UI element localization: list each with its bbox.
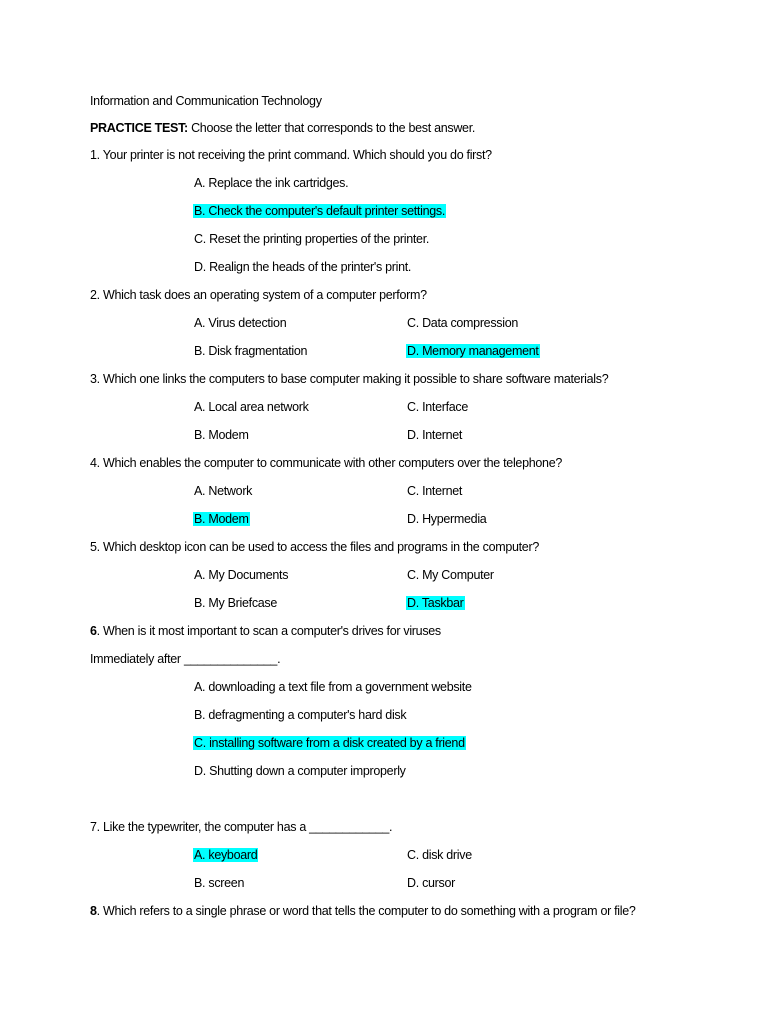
option-text: B. screen (194, 876, 245, 890)
subject-heading: Information and Communication Technology (90, 94, 322, 108)
instructions-text: Choose the letter that corresponds to the best answer. (187, 121, 476, 135)
option-text: A. Virus detection (194, 316, 287, 330)
q4-option-a (194, 483, 252, 499)
q2-option-a (194, 315, 286, 331)
question-6 (90, 623, 441, 639)
q3-option-b (194, 427, 249, 443)
question-number: 8 (90, 904, 97, 918)
option-text: C. disk drive (407, 848, 472, 862)
option-text: C. Data compression (407, 316, 519, 330)
question-5: 5. Which desktop icon can be used to access the files and programs in the computer? (90, 540, 539, 554)
q2-option-b (194, 343, 307, 359)
q4-option-d (407, 511, 486, 527)
answer-highlight: D. Memory management (407, 344, 539, 358)
answer-highlight: B. Modem (194, 512, 249, 526)
option-text: C. My Computer (407, 568, 494, 582)
q1-option-c (194, 231, 429, 247)
q3-option-d (407, 427, 462, 443)
q6-option-b (194, 707, 406, 723)
option-text: B. Modem (194, 428, 249, 442)
q6-option-d (194, 763, 406, 779)
question-2: 2. Which task does an operating system of a computer perform? (90, 288, 427, 302)
q1-option-a (194, 175, 348, 191)
option-text: C. Reset the printing properties of the printer. (194, 232, 430, 246)
answer-highlight: B. Check the computer's default printer settings. (194, 204, 446, 218)
option-text: B. defragmenting a computer's hard disk (194, 708, 407, 722)
question-1: 1. Your printer is not receiving the print command. Which should you do first? (90, 148, 492, 162)
option-text: A. Network (194, 484, 253, 498)
answer-highlight: A. keyboard (194, 848, 258, 862)
option-text: D. cursor (407, 876, 456, 890)
q5-option-a (194, 567, 288, 583)
q5-option-d-answer (407, 595, 465, 611)
q7-option-d (407, 875, 455, 891)
q6-option-c-answer (194, 735, 466, 751)
q1-option-b-answer (194, 203, 446, 219)
option-text: D. Internet (407, 428, 463, 442)
option-text: B. My Briefcase (194, 596, 278, 610)
q7-option-c (407, 847, 472, 863)
option-text: A. downloading a text file from a government website (194, 680, 472, 694)
option-text: C. Internet (407, 484, 463, 498)
q4-option-c (407, 483, 462, 499)
q7-option-a-answer (194, 847, 258, 863)
q4-option-b-answer (194, 511, 250, 527)
q5-option-b (194, 595, 277, 611)
option-text: D. Hypermedia (407, 512, 487, 526)
question-8 (90, 903, 636, 919)
q2-option-d-answer (407, 343, 540, 359)
q1-option-d (194, 259, 411, 275)
question-4: 4. Which enables the computer to communicate with other computers over the telephone? (90, 456, 562, 470)
practice-test-label: PRACTICE TEST: (90, 121, 188, 135)
question-text: . Which refers to a single phrase or word that tells the computer to do something with a program or file? (96, 904, 636, 918)
option-text: D. Shutting down a computer improperly (194, 764, 406, 778)
question-3: 3. Which one links the computers to base computer making it possible to share software materials? (90, 372, 609, 386)
answer-highlight: D. Taskbar (407, 596, 464, 610)
option-text: A. My Documents (194, 568, 289, 582)
option-text: A. Local area network (194, 400, 309, 414)
question-text: . When is it most important to scan a computer's drives for viruses (96, 624, 441, 638)
question-7: 7. Like the typewriter, the computer has a ____________. (90, 820, 393, 834)
option-text: B. Disk fragmentation (194, 344, 308, 358)
q6-option-a (194, 679, 472, 695)
answer-highlight: C. installing software from a disk created by a friend (194, 736, 465, 750)
q2-option-c (407, 315, 518, 331)
question-number: 6 (90, 624, 97, 638)
option-text: A. Replace the ink cartridges. (194, 176, 349, 190)
question-6-continuation: Immediately after ______________. (90, 652, 281, 666)
q7-option-b (194, 875, 244, 891)
option-text: D. Realign the heads of the printer's print. (194, 260, 412, 274)
option-text: C. Interface (407, 400, 469, 414)
q3-option-c (407, 399, 468, 415)
q3-option-a (194, 399, 309, 415)
q5-option-c (407, 567, 494, 583)
instructions-line (90, 120, 475, 136)
